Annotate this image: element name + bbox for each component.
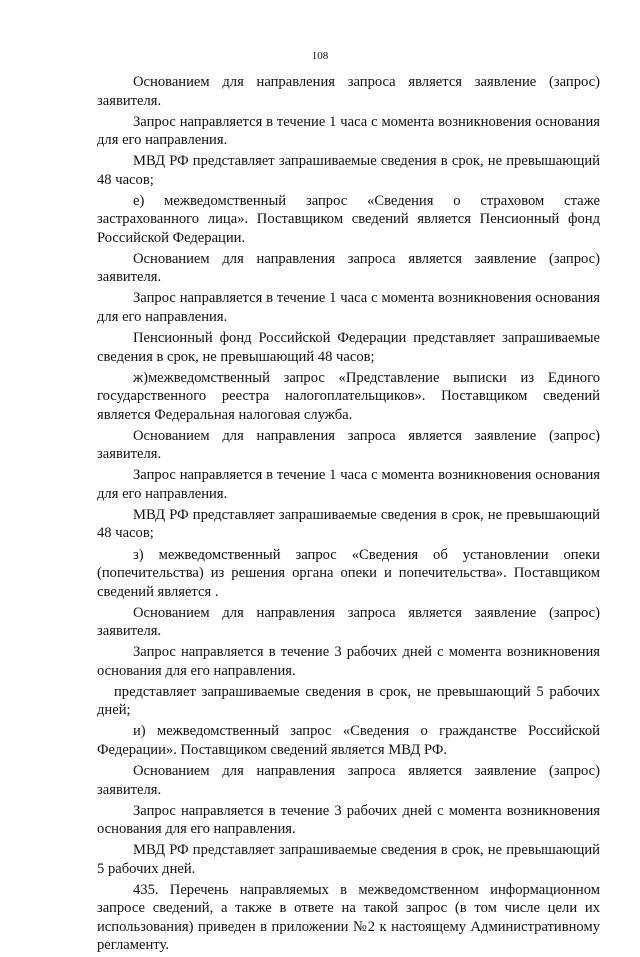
paragraph-basis-1: Основанием для направления запроса является заявление (запрос) заявителя. xyxy=(97,74,600,109)
document-body xyxy=(97,73,600,957)
paragraph-mvd-response-2: МВД РФ представляет запрашиваемые сведения в срок, не превышающий 48 часов; xyxy=(97,506,600,542)
paragraph-mvd-response-1: МВД РФ представляет запрашиваемые сведения в срок, не превышающий 48 часов; xyxy=(97,153,600,188)
paragraph-pension-fund-response: Пенсионный фонд Российской Федерации представляет запрашиваемые сведения в срок, не превышающий 48 часов; xyxy=(97,330,600,365)
paragraph-request-timing-3: Запрос направляется в течение 1 часа с момента возникновения основания для его направления. xyxy=(97,467,600,502)
paragraph-item-zh: ж)межведомственный запрос «Представление выписки из Единого государственного реестра налогоплательщиков». Поставщиком сведений является Федеральная налоговая служба. xyxy=(97,369,600,423)
paragraph-basis-2: Основанием для направления запроса является заявление (запрос) заявителя. xyxy=(97,250,600,286)
paragraph-request-timing-2: Запрос направляется в течение 1 часа с момента возникновения основания для его направления. xyxy=(97,290,600,325)
paragraph-request-timing-4: Запрос направляется в течение 3 рабочих дней с момента возникновения основания для его направления. xyxy=(97,644,600,679)
page-number: 108 xyxy=(311,50,329,62)
paragraph-item-z: з) межведомственный запрос «Сведения об установлении опеки (попечительства) из решения органа опеки и попечительства». Поставщиком сведений является . xyxy=(97,546,600,600)
paragraph-basis-5: Основанием для направления запроса является заявление (запрос) заявителя. xyxy=(97,763,600,798)
paragraph-response-5-days: представляет запрашиваемые сведения в срок, не превышающий 5 рабочих дней; xyxy=(97,683,600,719)
paragraph-mvd-response-3: МВД РФ представляет запрашиваемые сведения в срок, не превышающий 5 рабочих дней. xyxy=(97,842,600,877)
paragraph-request-timing-1: Запрос направляется в течение 1 часа с момента возникновения основания для его направления. xyxy=(97,113,600,149)
paragraph-section-435: 435. Перечень направляемых в межведомственном информационном запросе сведений, а также в ответе на такой запрос (в том числе цели их использования) приведен в приложении №2 к настоящему Административному регламенту. xyxy=(97,881,600,954)
paragraph-basis-3: Основанием для направления запроса является заявление (запрос) заявителя. xyxy=(97,427,600,463)
paragraph-request-timing-5: Запрос направляется в течение 3 рабочих дней с момента возникновения основания для его направления. xyxy=(97,802,600,838)
paragraph-item-e: е) межведомственный запрос «Сведения о страховом стаже застрахованного лица». Поставщиком сведений является Пенсионный фонд Российской Федерации. xyxy=(97,192,600,246)
paragraph-item-i: и) межведомственный запрос «Сведения о гражданстве Российской Федерации». Поставщиком сведений является МВД РФ. xyxy=(97,723,600,758)
paragraph-basis-4: Основанием для направления запроса является заявление (запрос) заявителя. xyxy=(97,604,600,640)
